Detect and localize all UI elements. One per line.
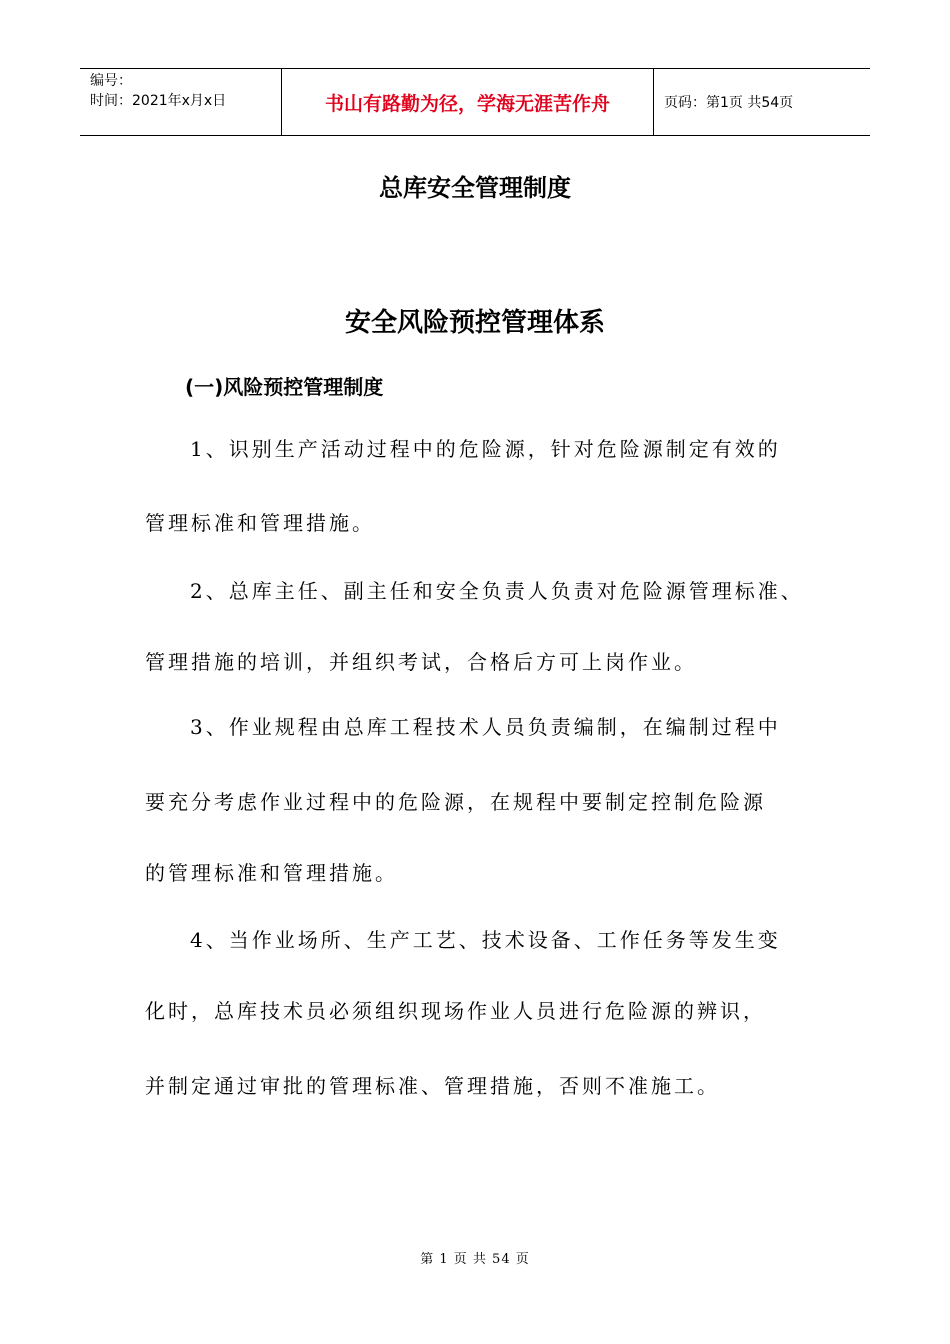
paragraph-line: 1、识别生产活动过程中的危险源，针对危险源制定有效的 xyxy=(190,437,781,461)
paragraph-line: 2、总库主任、副主任和安全负责人负责对危险源管理标准、 xyxy=(190,579,804,603)
time-label: 时间：2021年x月x日 xyxy=(90,93,227,109)
document-title: 总库安全管理制度 xyxy=(379,174,571,202)
paragraph-line: 3、作业规程由总库工程技术人员负责编制，在编制过程中 xyxy=(190,715,781,739)
header-motto: 书山有路勤为径，学海无涯苦作舟 xyxy=(282,69,654,135)
paragraph-line: 要充分考虑作业过程中的危险源，在规程中要制定控制危险源 xyxy=(145,790,766,814)
section-title: 安全风险预控管理体系 xyxy=(344,308,605,338)
paragraph-line: 并制定通过审批的管理标准、管理措施，否则不准施工。 xyxy=(145,1074,720,1098)
number-label: 编号： xyxy=(90,73,132,89)
page-footer: 第 1 页 共 54 页 xyxy=(420,1252,530,1267)
paragraph-line: 4、当作业场所、生产工艺、技术设备、工作任务等发生变 xyxy=(190,928,781,952)
paragraph-line: 化时，总库技术员必须组织现场作业人员进行危险源的辨识， xyxy=(145,999,766,1023)
subsection-title: (一)风险预控管理制度 xyxy=(185,375,384,399)
header-meta xyxy=(80,69,282,135)
header-table xyxy=(80,68,870,136)
paragraph-line: 的管理标准和管理措施。 xyxy=(145,861,398,885)
header-page-info: 页码：第1页 共54页 xyxy=(664,95,794,111)
paragraph-line: 管理标准和管理措施。 xyxy=(145,511,375,535)
paragraph-line: 管理措施的培训，并组织考试，合格后方可上岗作业。 xyxy=(145,650,697,674)
